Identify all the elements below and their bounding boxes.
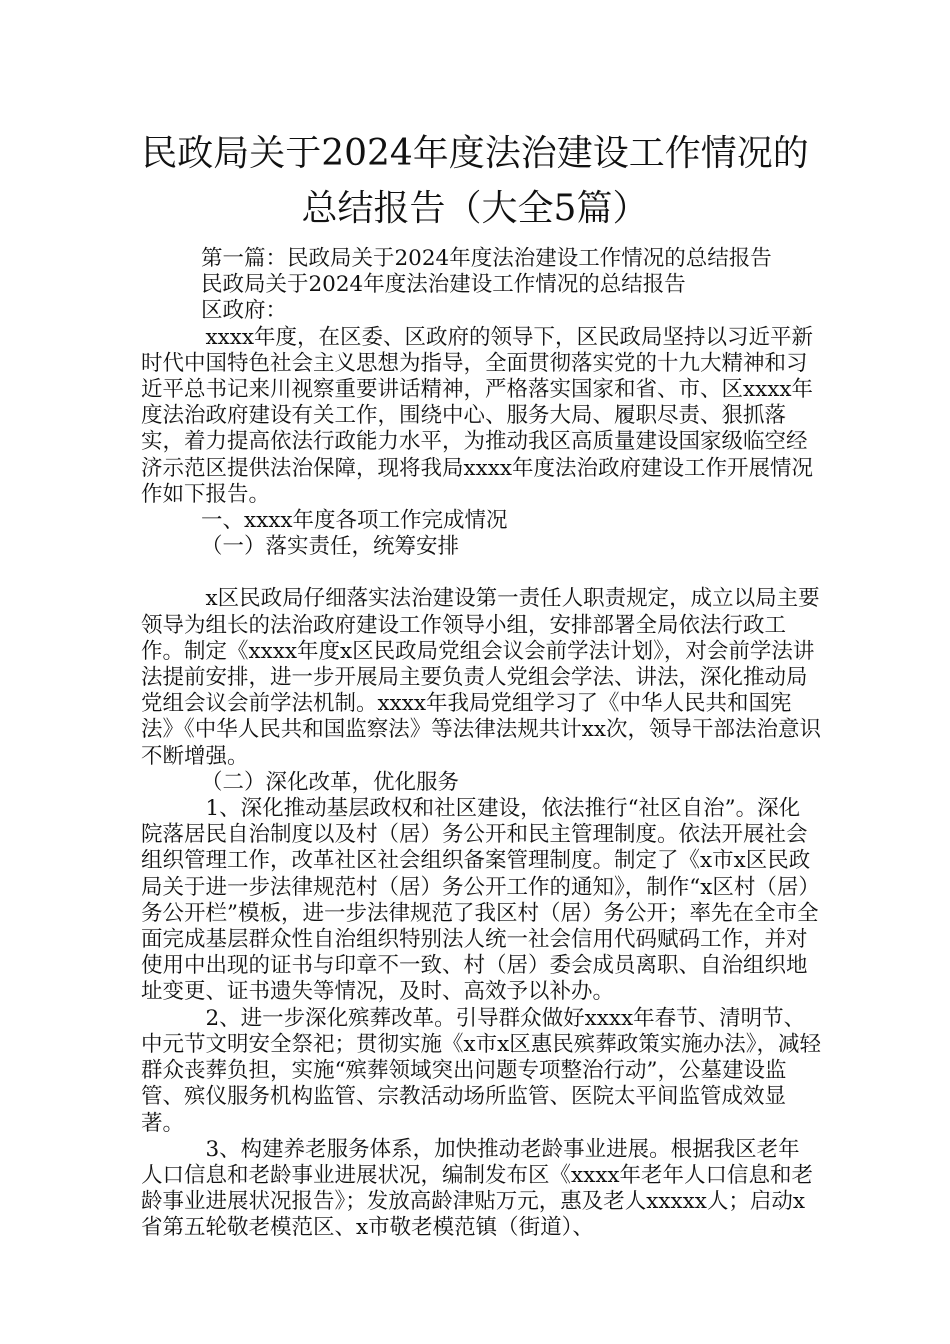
title-line-2: 总结报告（大全5篇） <box>301 188 649 229</box>
subsection-heading-2: （二）深化改革，优化服务 <box>201 769 460 795</box>
paragraph-community: 1、深化推动基层政权和社区建设，依法推行“社区自治”。深化院落居民自治制度以及村（居）务公开和民主管理制度。依法开展社会组织管理工作，改革社区社会组织备案管理制度。制定了《x市x区民政局关于进一步法律规范村（居）务公开工作的通知》，制作“x区村（居）务公开栏”模板，进一步法律规范了我区村（居）务公开；率先在全市全面完成基层群众性自治组织特别法人统一社会信用代码赋码工作，并对使用中出现的证书与印章不一致、村（居）委会成员离职、自治组织地址变更、证书遗失等情况，及时、高效予以补办。 <box>141 796 820 1005</box>
section-heading-1: 一、xxxx年度各项工作完成情况 <box>201 508 508 534</box>
document-body <box>141 246 821 1242</box>
title-line-1: 民政局关于2024年度法治建设工作情况的 <box>141 133 809 174</box>
paragraph-funeral-reform: 2、进一步深化殡葬改革。引导群众做好xxxx年春节、清明节、中元节文明安全祭祀；贯彻实施《x市x区惠民殡葬政策实施办法》，减轻群众丧葬负担，实施“殡葬领域突出问题专项整治行动”，公墓建设监管、殡仪服务机构监管、宗教活动场所监管、医院太平间监管成效显著。 <box>141 1005 822 1136</box>
report-subtitle: 民政局关于2024年度法治建设工作情况的总结报告 <box>201 272 686 298</box>
first-chapter-heading: 第一篇：民政局关于2024年度法治建设工作情况的总结报告 <box>201 246 772 271</box>
salutation: 区政府： <box>201 298 288 324</box>
document-title <box>120 126 830 236</box>
paragraph-responsibility: x区民政局仔细落实法治建设第一责任人职责规定，成立以局主要领导为组长的法治政府建设工作领导小组，安排部署全局依法行政工作。制定《xxxx年度x区民政局党组会议会前学法计划》，对会前学法讲法提前安排，进一步开展局主要负责人党组会学法、讲法，深化推动局党组会议会前学法机制。xxxx年我局党组学习了《中华人民共和国宪法》《中华人民共和国监察法》等法律法规共计xx次，领导干部法治意识不断增强。 <box>141 586 822 769</box>
paragraph-elderly-service: 3、构建养老服务体系，加快推动老龄事业进展。根据我区老年人口信息和老龄事业进展状况，编制发布区《xxxx年老年人口信息和老龄事业进展状况报告》；发放高龄津贴万元，惠及老人xxxxx人；启动x省第五轮敬老模范区、x市敬老模范镇（街道）、 <box>141 1136 814 1241</box>
paragraph-gap <box>141 560 821 586</box>
subsection-heading-1: （一）落实责任，统筹安排 <box>201 534 460 560</box>
intro-paragraph: xxxx年度，在区委、区政府的领导下，区民政局坚持以习近平新时代中国特色社会主义思想为指导，全面贯彻落实党的十九大精神和习近平总书记来川视察重要讲话精神，严格落实国家和省、市、区xxxx年度法治政府建设有关工作，围绕中心、服务大局、履职尽责、狠抓落实，着力提高依法行政能力水平，为推动我区高质量建设国家级临空经济示范区提供法治保障，现将我局xxxx年度法治政府建设工作开展情况作如下报告。 <box>141 324 814 507</box>
